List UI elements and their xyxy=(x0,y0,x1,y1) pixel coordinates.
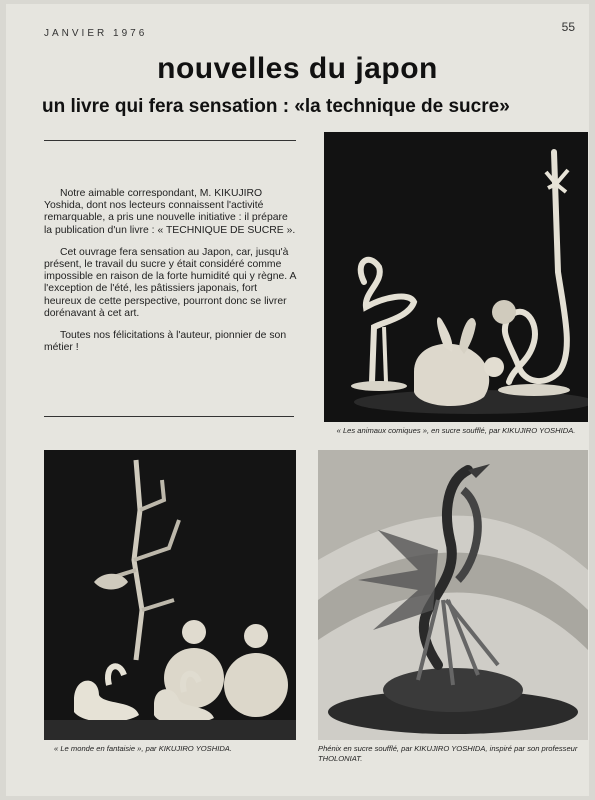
photo-phoenix xyxy=(318,450,588,740)
magazine-page xyxy=(6,4,589,796)
caption-fantasy: « Le monde en fantaisie », par KIKUJIRO YOSHIDA. xyxy=(54,744,232,753)
paragraph-1: Notre aimable correspondant, M. KIKUJIRO Yoshida, dont nos lecteurs connaissent l'activité remarquable, a pris une nouvelle initiative : il prépare la publication d'un livre : « TECHNIQUE DE SUCRE ». xyxy=(44,188,296,236)
sugar-fantasy-picture xyxy=(44,450,296,740)
sugar-animals-picture xyxy=(324,132,588,422)
article-title: nouvelles du japon xyxy=(157,52,438,85)
sugar-phoenix-picture xyxy=(318,450,588,740)
article-body xyxy=(44,188,296,364)
photo-animals xyxy=(324,132,588,422)
article-subtitle: un livre qui fera sensation : «la technique de sucre» xyxy=(42,96,510,117)
page-number: 55 xyxy=(561,20,575,34)
photo-fantasy xyxy=(44,450,296,740)
rule-bottom xyxy=(44,416,294,417)
issue-date: JANVIER 1976 xyxy=(44,28,148,39)
caption-phoenix: Phénix en sucre soufflé, par KIKUJIRO YOSHIDA, inspiré par son professeur THOLONIAT. xyxy=(318,744,578,763)
rule-top xyxy=(44,140,296,141)
caption-animals: « Les animaux comiques », en sucre soufflé, par KIKUJIRO YOSHIDA. xyxy=(336,426,576,435)
paragraph-3: Toutes nos félicitations à l'auteur, pionnier de son métier ! xyxy=(44,330,287,354)
paragraph-2: Cet ouvrage fera sensation au Japon, car, jusqu'à présent, le travail du sucre y était considéré comme impossible en raison de la forte humidité qui y règne. A l'exception de l'été, les pâtissiers japonais, fort heureux de cette perspective, pourront donc se livrer dorénavant à cet art. xyxy=(44,246,296,319)
